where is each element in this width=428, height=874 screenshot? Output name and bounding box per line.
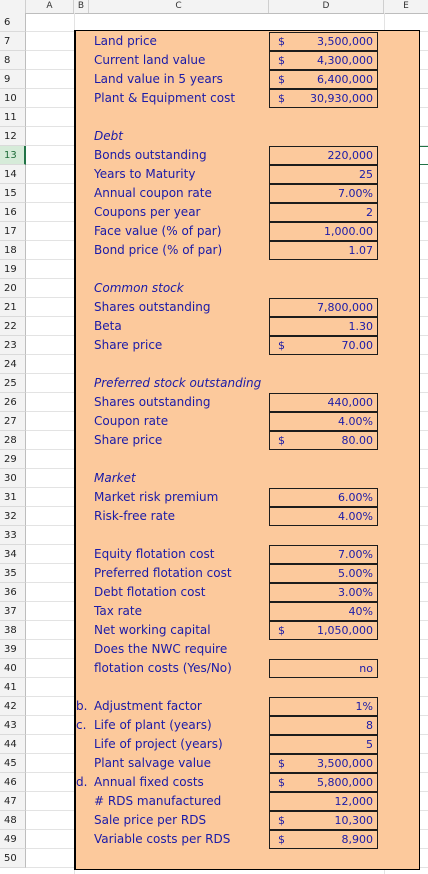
label-r21: Shares outstanding [94,300,211,314]
cell-value: 30,930,000 [310,92,373,105]
label-r14: Years to Maturity [94,167,196,181]
cell-value: 5.00% [338,567,373,580]
currency-symbol: $ [278,757,285,770]
item-letter-r42: b. [76,699,88,713]
row-header[interactable]: 13 [0,146,26,165]
input-cell-r36[interactable] [269,583,378,602]
row-header[interactable]: 47 [0,792,26,811]
input-cell-r37[interactable] [269,602,378,621]
input-cell-r48[interactable] [269,811,378,830]
cell-value: 7.00% [338,187,373,200]
row-header[interactable]: 30 [0,469,26,488]
row-header[interactable]: 22 [0,317,26,336]
label-r23: Share price [94,338,163,352]
label-r18: Bond price (% of par) [94,243,223,257]
label-r43: Life of plant (years) [94,718,212,732]
item-letter-r46: d. [76,775,88,789]
label-r31: Market risk premium [94,490,219,504]
input-cell-r13[interactable] [269,146,378,165]
cell-value: 6.00% [338,491,373,504]
label-r36: Debt flotation cost [94,585,206,599]
cell-value: 3.00% [338,586,373,599]
row-header[interactable]: 6 [0,13,26,32]
label-r30: Market [94,471,136,485]
label-r25: Preferred stock outstanding [94,376,262,390]
cell-value: 12,000 [334,795,373,808]
cell-value: 440,000 [327,396,373,409]
row-header[interactable]: 23 [0,336,26,355]
cell-value: 25 [359,168,373,181]
label-r48: Sale price per RDS [94,813,207,827]
cell-value: 10,300 [334,814,373,827]
label-r32: Risk-free rate [94,509,176,523]
label-r7: Land price [94,34,157,48]
label-r20: Common stock [94,281,184,295]
column-header-d[interactable]: D [269,0,384,13]
cell-value: 1,050,000 [317,624,373,637]
column-header-c[interactable]: C [89,0,269,13]
input-cell-r43[interactable] [269,716,378,735]
row-header[interactable]: 12 [0,127,26,146]
label-r17: Face value (% of par) [94,224,222,238]
row-header[interactable]: 36 [0,583,26,602]
cell-value: 4.00% [338,510,373,523]
cell-value: 4,300,000 [317,54,373,67]
input-cell-r16[interactable] [269,203,378,222]
label-r38: Net working capital [94,623,211,637]
row-header[interactable]: 24 [0,355,26,374]
input-cell-r40[interactable] [269,659,378,678]
cell-value: 2 [366,206,373,219]
input-cell-r14[interactable] [269,165,378,184]
input-cell-r8[interactable] [269,51,378,70]
currency-symbol: $ [278,92,285,105]
input-cell-r15[interactable] [269,184,378,203]
input-cell-r17[interactable] [269,222,378,241]
input-cell-r42[interactable] [269,697,378,716]
row-header[interactable]: 48 [0,811,26,830]
cell-value: 220,000 [327,149,373,162]
cell-value: 40% [348,605,373,618]
input-cell-r22[interactable] [269,317,378,336]
column-header-e[interactable]: E [403,1,409,11]
input-cell-r45[interactable] [269,754,378,773]
label-r12: Debt [94,129,123,143]
row-header[interactable]: 19 [0,260,26,279]
input-cell-r9[interactable] [269,70,378,89]
currency-symbol: $ [278,35,285,48]
input-cell-r38[interactable] [269,621,378,640]
column-header-a[interactable]: A [26,0,74,13]
input-cell-r44[interactable] [269,735,378,754]
label-r8: Current land value [94,53,206,67]
label-r49: Variable costs per RDS [94,832,231,846]
row-header[interactable]: 16 [0,203,26,222]
cell-value: 7.00% [338,548,373,561]
row-header[interactable]: 10 [0,89,26,108]
input-cell-r35[interactable] [269,564,378,583]
label-r15: Annual coupon rate [94,186,212,200]
input-cell-r27[interactable] [269,412,378,431]
row-header[interactable]: 25 [0,374,26,393]
row-header[interactable]: 32 [0,507,26,526]
cell-value: 70.00 [341,339,373,352]
cell-value: 7,800,000 [317,301,373,314]
label-r46: Annual fixed costs [94,775,204,789]
cell-value: 5 [366,738,373,751]
label-r37: Tax rate [94,604,142,618]
row-header[interactable]: 44 [0,735,26,754]
row-header[interactable]: 34 [0,545,26,564]
row-header[interactable]: 42 [0,697,26,716]
row-header[interactable]: 49 [0,830,26,849]
row-header[interactable]: 17 [0,222,26,241]
currency-symbol: $ [278,624,285,637]
label-r28: Share price [94,433,163,447]
row-header[interactable]: 20 [0,279,26,298]
input-cell-r7[interactable] [269,32,378,51]
row-header[interactable]: 15 [0,184,26,203]
input-cell-r32[interactable] [269,507,378,526]
row-header[interactable]: 9 [0,70,26,89]
cell-value: 8,900 [341,833,373,846]
label-r10: Plant & Equipment cost [94,91,236,105]
label-r13: Bonds outstanding [94,148,207,162]
label-r34: Equity flotation cost [94,547,215,561]
label-r42: Adjustment factor [94,699,202,713]
row-header[interactable]: 29 [0,450,26,469]
label-r27: Coupon rate [94,414,169,428]
input-cell-r10[interactable] [269,89,378,108]
row-header[interactable]: 37 [0,602,26,621]
label-r26: Shares outstanding [94,395,211,409]
label-r44: Life of project (years) [94,737,223,751]
cell-value: 1,000.00 [324,225,373,238]
input-cell-r23[interactable] [269,336,378,355]
cell-value: 6,400,000 [317,73,373,86]
column-header-b[interactable]: B [74,0,89,13]
row-header[interactable]: 46 [0,773,26,792]
input-cell-r46[interactable] [269,773,378,792]
column-header-bar [0,0,428,14]
select-all-corner[interactable] [0,0,26,13]
input-cell-r26[interactable] [269,393,378,412]
row-header[interactable]: 39 [0,640,26,659]
row-header[interactable]: 35 [0,564,26,583]
row-header[interactable]: 45 [0,754,26,773]
row-header[interactable]: 40 [0,659,26,678]
input-cell-r18[interactable] [269,241,378,260]
row-header[interactable]: 7 [0,32,26,51]
row-header[interactable]: 21 [0,298,26,317]
row-header[interactable]: 38 [0,621,26,640]
label-r47: # RDS manufactured [94,794,222,808]
label-r35: Preferred flotation cost [94,566,232,580]
cell-value: 1.30 [348,320,373,333]
currency-symbol: $ [278,776,285,789]
input-cell-r47[interactable] [269,792,378,811]
input-cell-r49[interactable] [269,830,378,849]
currency-symbol: $ [278,434,285,447]
row-header[interactable]: 33 [0,526,26,545]
cell-value: 8 [366,719,373,732]
cell-value: 3,500,000 [317,35,373,48]
cell-value: 4.00% [338,415,373,428]
currency-symbol: $ [278,73,285,86]
label-r45: Plant salvage value [94,756,212,770]
currency-symbol: $ [278,54,285,67]
cell-value: 1.07 [348,244,373,257]
currency-symbol: $ [278,339,285,352]
currency-symbol: $ [278,814,285,827]
row-header[interactable]: 50 [0,849,26,868]
row-header[interactable]: 11 [0,108,26,127]
item-letter-r43: c. [76,718,87,732]
selection-edge [420,146,428,147]
row-header[interactable]: 27 [0,412,26,431]
label-r9: Land value in 5 years [94,72,223,86]
label-r39: Does the NWC require [94,642,228,656]
cell-value: no [359,662,373,675]
row-header[interactable]: 31 [0,488,26,507]
cell-value: 5,800,000 [317,776,373,789]
label-r16: Coupons per year [94,205,201,219]
label-r22: Beta [94,319,122,333]
row-header[interactable]: 18 [0,241,26,260]
input-cell-r34[interactable] [269,545,378,564]
row-header[interactable]: 41 [0,678,26,697]
row-header[interactable]: 26 [0,393,26,412]
cell-value: 1% [355,700,373,713]
input-cell-r21[interactable] [269,298,378,317]
row-header[interactable]: 8 [0,51,26,70]
row-header[interactable]: 14 [0,165,26,184]
row-header[interactable]: 28 [0,431,26,450]
input-cell-r31[interactable] [269,488,378,507]
row-header[interactable]: 43 [0,716,26,735]
input-cell-r28[interactable] [269,431,378,450]
label-r40: flotation costs (Yes/No) [94,661,232,675]
currency-symbol: $ [278,833,285,846]
cell-value: 3,500,000 [317,757,373,770]
cell-value: 80.00 [341,434,373,447]
